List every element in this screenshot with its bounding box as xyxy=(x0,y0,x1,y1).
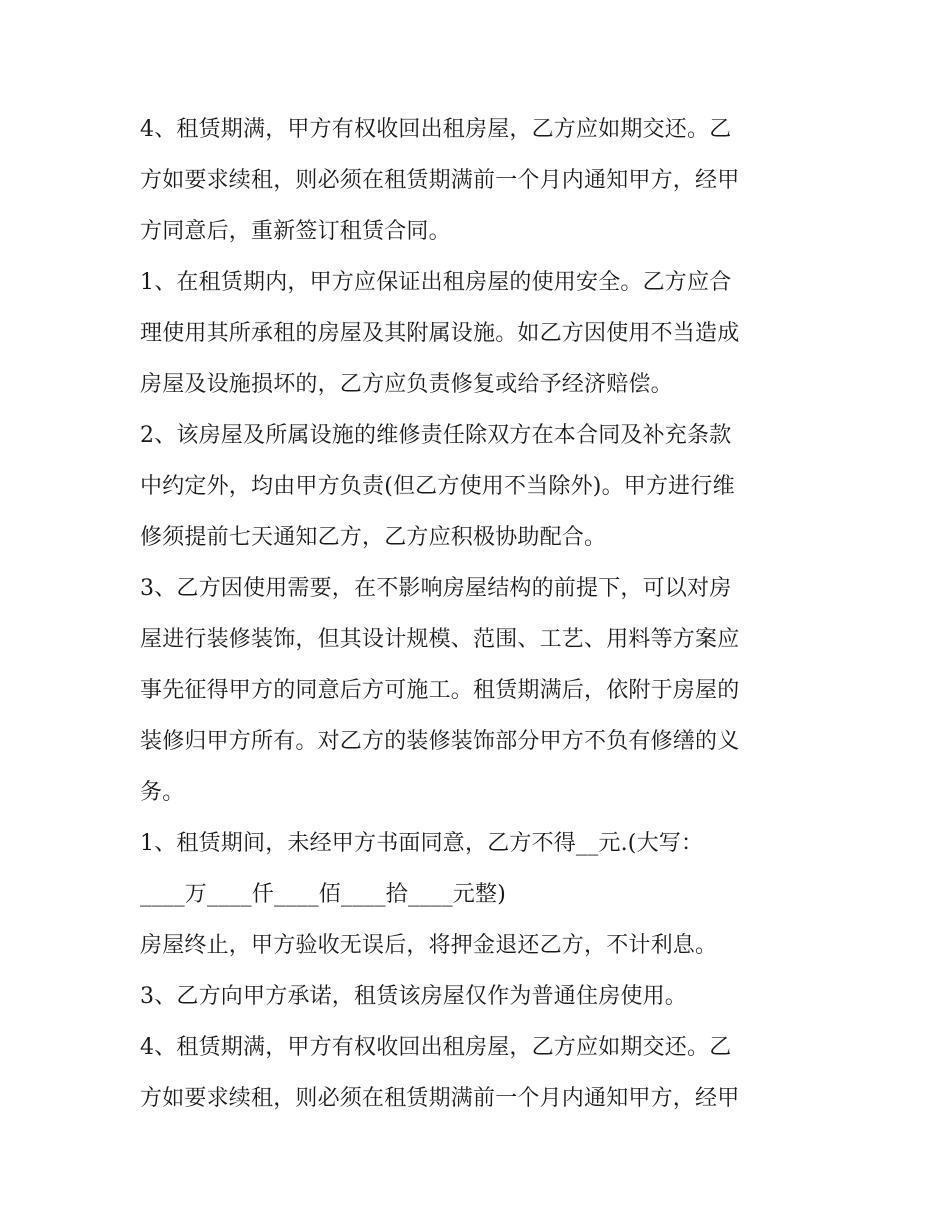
text-line: 2、该房屋及所属设施的维修责任除双方在本合同及补充条款 xyxy=(140,423,732,448)
text-line: 理使用其所承租的房屋及其附属设施。如乙方因使用不当造成 xyxy=(140,321,740,346)
text-line: 1、租赁期间，未经甲方书面同意，乙方不得__元.(大写： xyxy=(140,831,704,856)
text-line: 方同意后，重新签订租赁合同。 xyxy=(140,219,451,244)
text-line: 方如要求续租，则必须在租赁期满前一个月内通知甲方，经甲 xyxy=(140,1086,740,1111)
text-line: 4、租赁期满，甲方有权收回出租房屋，乙方应如期交还。乙 xyxy=(140,1035,732,1060)
text-line: 房屋终止，甲方验收无误后，将押金退还乙方，不计利息。 xyxy=(140,933,718,958)
text-line: 务。 xyxy=(140,780,185,805)
text-line: 房屋及设施损坏的，乙方应负责修复或给予经济赔偿。 xyxy=(140,372,673,397)
document-body xyxy=(140,104,820,1124)
text-line: 屋进行装修装饰，但其设计规模、范围、工艺、用料等方案应 xyxy=(140,627,740,652)
text-line: 1、在租赁期内，甲方应保证出租房屋的使用安全。乙方应合 xyxy=(140,270,732,295)
text-line: 4、租赁期满，甲方有权收回出租房屋，乙方应如期交还。乙 xyxy=(140,117,732,142)
text-line: ____万____仟____佰____拾____元整) xyxy=(140,882,506,907)
text-line: 事先征得甲方的同意后方可施工。租赁期满后，依附于房屋的 xyxy=(140,678,740,703)
text-line: 中约定外，均由甲方负责(但乙方使用不当除外)。甲方进行维 xyxy=(140,474,735,499)
text-line: 3、乙方向甲方承诺，租赁该房屋仅作为普通住房使用。 xyxy=(140,984,687,1009)
text-line: 3、乙方因使用需要，在不影响房屋结构的前提下，可以对房 xyxy=(140,576,732,601)
text-line: 修须提前七天通知乙方，乙方应积极协助配合。 xyxy=(140,525,607,550)
text-line: 装修归甲方所有。对乙方的装修装饰部分甲方不负有修缮的义 xyxy=(140,729,740,754)
text-line: 方如要求续租，则必须在租赁期满前一个月内通知甲方，经甲 xyxy=(140,168,740,193)
